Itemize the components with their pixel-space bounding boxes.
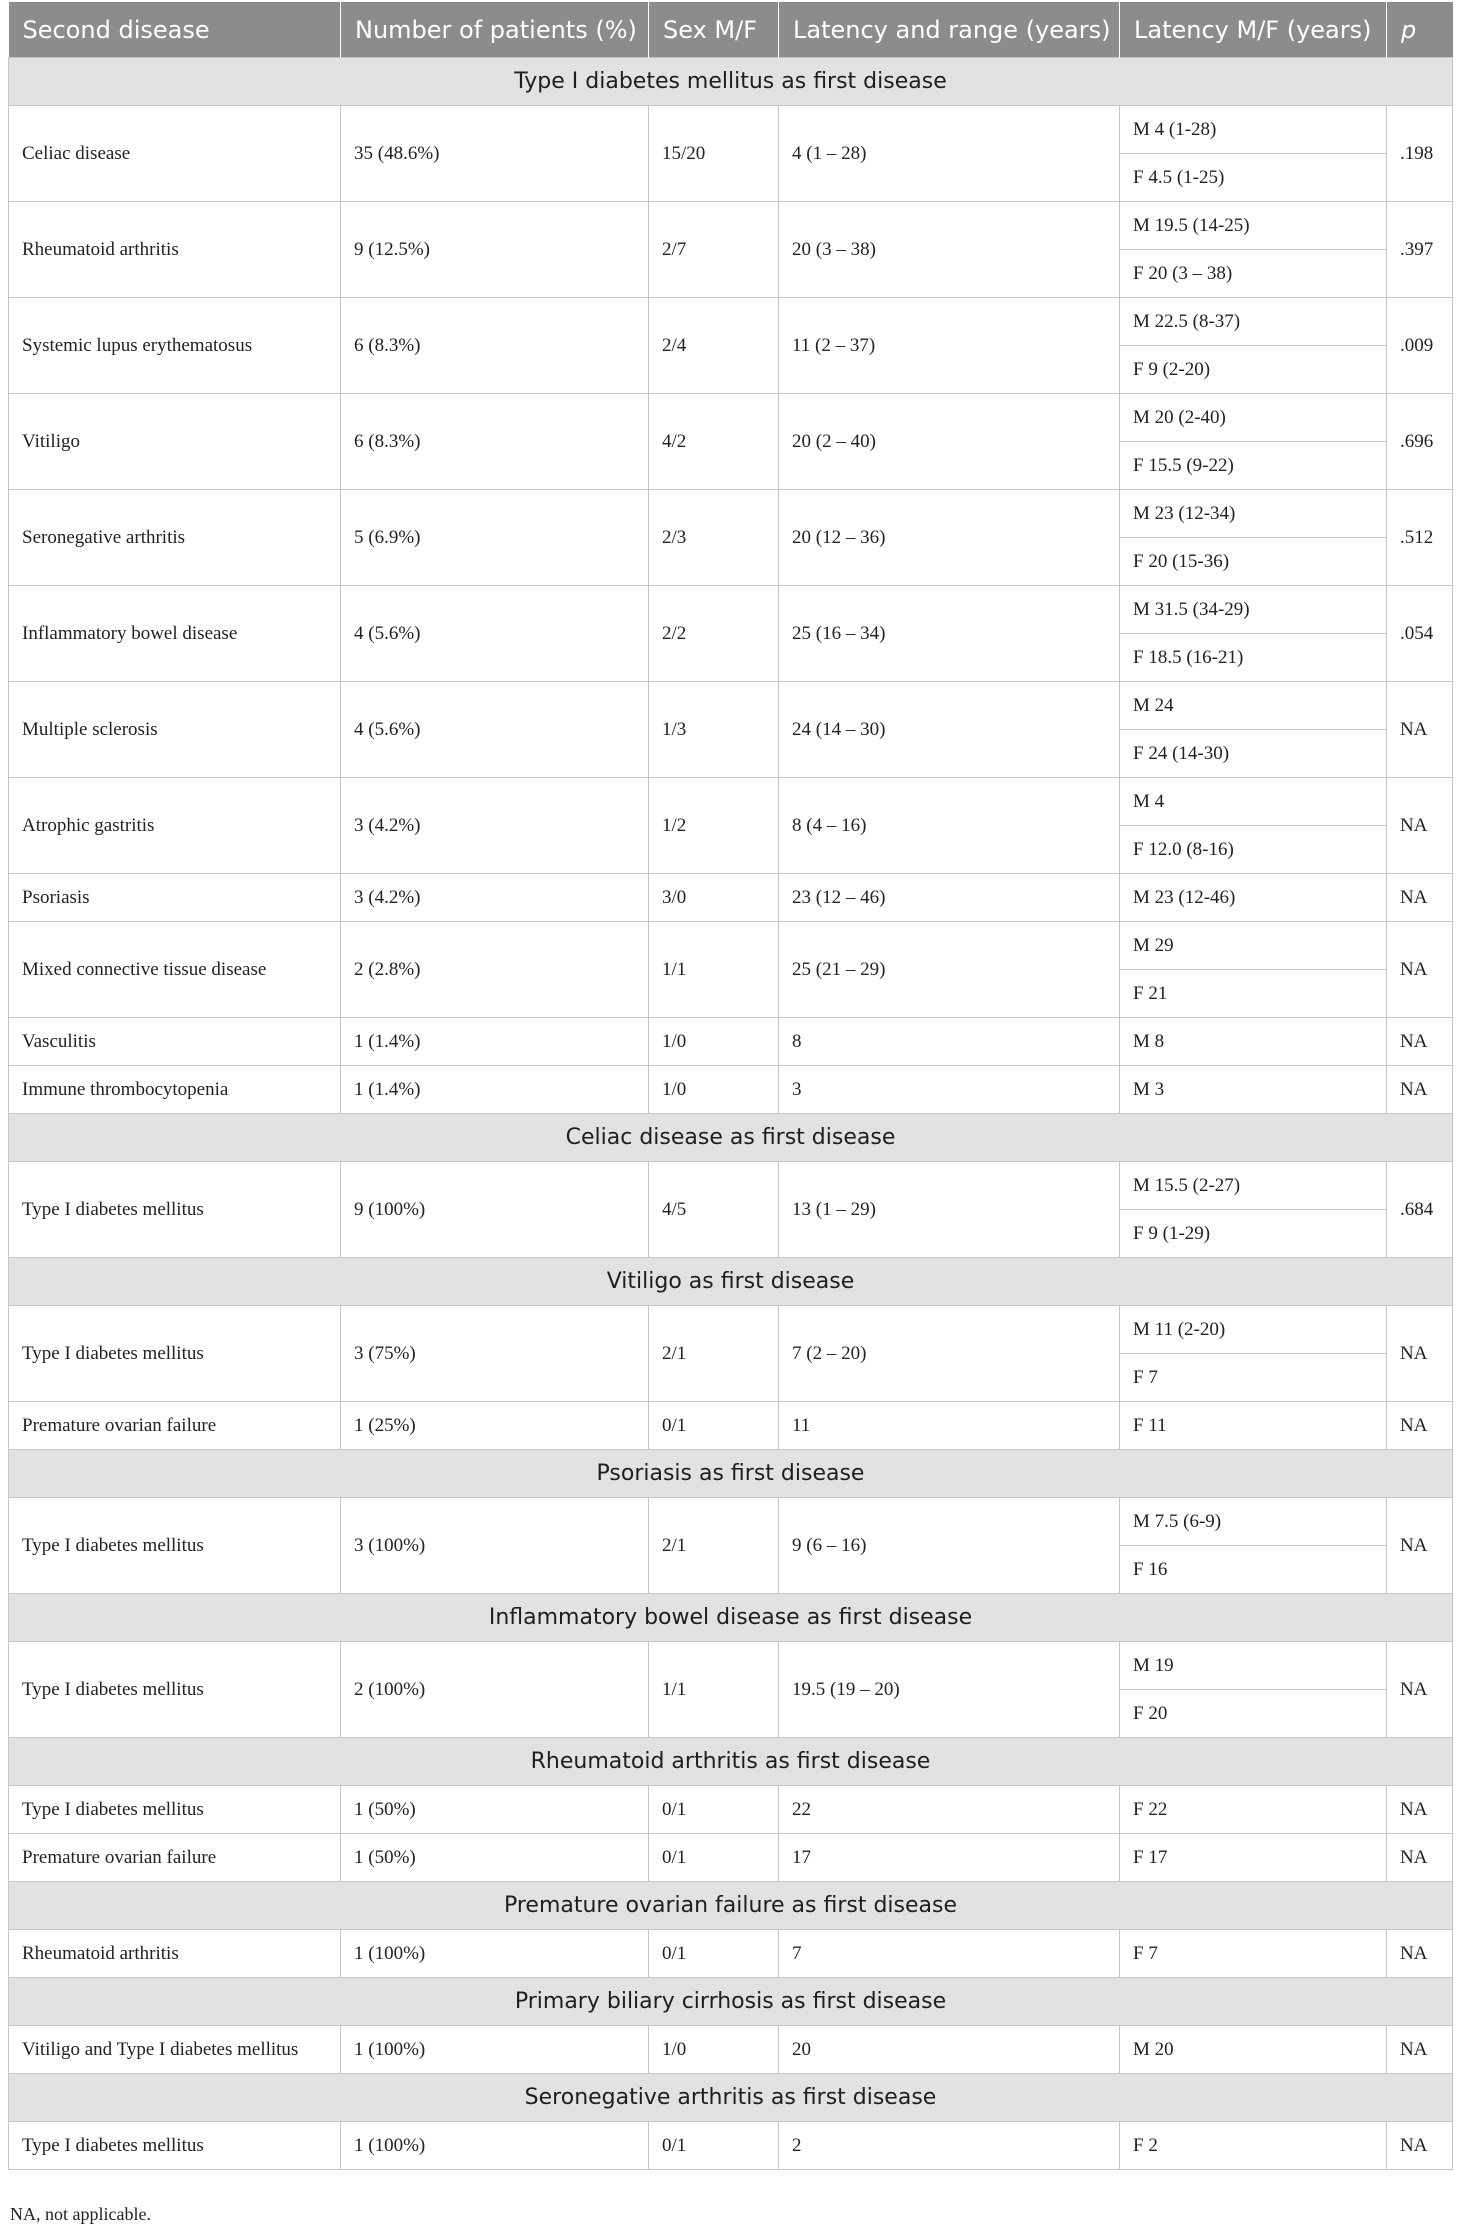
cell-sex-ratio: 2/4 (649, 298, 779, 394)
cell-number-of-patients: 4 (5.6%) (341, 586, 649, 682)
table-row (9, 874, 1453, 922)
table-row (9, 1834, 1453, 1882)
cell-p-value: NA (1387, 1066, 1453, 1114)
cell-latency-mf: F 15.5 (9-22) (1120, 442, 1387, 490)
table-row (9, 202, 1453, 250)
cell-p-value: NA (1387, 922, 1453, 1018)
cell-latency-mf: F 16 (1120, 1546, 1387, 1594)
cell-latency-mf: M 19 (1120, 1642, 1387, 1690)
table-row (9, 778, 1453, 826)
cell-second-disease: Type I diabetes mellitus (9, 1306, 341, 1402)
cell-number-of-patients: 35 (48.6%) (341, 106, 649, 202)
cell-latency-range: 17 (779, 1834, 1120, 1882)
cell-latency-mf: M 29 (1120, 922, 1387, 970)
cell-number-of-patients: 3 (100%) (341, 1498, 649, 1594)
cell-latency-mf: M 15.5 (2-27) (1120, 1162, 1387, 1210)
cell-p-value: .684 (1387, 1162, 1453, 1258)
cell-latency-range: 3 (779, 1066, 1120, 1114)
cell-second-disease: Premature ovarian failure (9, 1834, 341, 1882)
cell-latency-range: 13 (1 – 29) (779, 1162, 1120, 1258)
cell-sex-ratio: 1/0 (649, 1018, 779, 1066)
section-title: Premature ovarian failure as first disease (9, 1882, 1453, 1930)
cell-number-of-patients: 4 (5.6%) (341, 682, 649, 778)
cell-latency-mf: M 8 (1120, 1018, 1387, 1066)
cell-sex-ratio: 0/1 (649, 1834, 779, 1882)
cell-p-value: .198 (1387, 106, 1453, 202)
cell-sex-ratio: 2/1 (649, 1306, 779, 1402)
table-row (9, 682, 1453, 730)
table-row (9, 2122, 1453, 2170)
cell-number-of-patients: 1 (1.4%) (341, 1018, 649, 1066)
cell-p-value: NA (1387, 1498, 1453, 1594)
col-header-sex: Sex M/F (649, 2, 779, 58)
cell-p-value: NA (1387, 1018, 1453, 1066)
cell-latency-mf: M 20 (2-40) (1120, 394, 1387, 442)
cell-latency-range: 20 (2 – 40) (779, 394, 1120, 490)
cell-p-value: NA (1387, 874, 1453, 922)
cell-latency-mf: F 17 (1120, 1834, 1387, 1882)
cell-number-of-patients: 1 (100%) (341, 1930, 649, 1978)
cell-latency-mf: F 12.0 (8-16) (1120, 826, 1387, 874)
cell-latency-range: 9 (6 – 16) (779, 1498, 1120, 1594)
cell-sex-ratio: 2/3 (649, 490, 779, 586)
table-row (9, 1306, 1453, 1354)
section-header-row (9, 2074, 1453, 2122)
cell-second-disease: Psoriasis (9, 874, 341, 922)
cell-latency-range: 7 (779, 1930, 1120, 1978)
cell-latency-range: 2 (779, 2122, 1120, 2170)
cell-latency-mf: F 20 (3 – 38) (1120, 250, 1387, 298)
cell-latency-mf: F 4.5 (1-25) (1120, 154, 1387, 202)
cell-number-of-patients: 3 (4.2%) (341, 874, 649, 922)
cell-number-of-patients: 1 (50%) (341, 1786, 649, 1834)
cell-p-value: .009 (1387, 298, 1453, 394)
cell-latency-mf: F 20 (1120, 1690, 1387, 1738)
cell-p-value: .696 (1387, 394, 1453, 490)
cell-latency-range: 24 (14 – 30) (779, 682, 1120, 778)
cell-latency-range: 22 (779, 1786, 1120, 1834)
cell-latency-mf: M 11 (2-20) (1120, 1306, 1387, 1354)
cell-latency-mf: F 24 (14-30) (1120, 730, 1387, 778)
cell-sex-ratio: 1/1 (649, 922, 779, 1018)
cell-latency-range: 20 (779, 2026, 1120, 2074)
cell-latency-mf: M 24 (1120, 682, 1387, 730)
cell-number-of-patients: 2 (100%) (341, 1642, 649, 1738)
section-header-row (9, 1882, 1453, 1930)
comorbidity-table (8, 2, 1453, 2170)
cell-number-of-patients: 1 (50%) (341, 1834, 649, 1882)
cell-second-disease: Vitiligo (9, 394, 341, 490)
cell-number-of-patients: 1 (100%) (341, 2122, 649, 2170)
cell-second-disease: Seronegative arthritis (9, 490, 341, 586)
cell-number-of-patients: 3 (4.2%) (341, 778, 649, 874)
cell-second-disease: Vitiligo and Type I diabetes mellitus (9, 2026, 341, 2074)
cell-second-disease: Multiple sclerosis (9, 682, 341, 778)
cell-p-value: .054 (1387, 586, 1453, 682)
cell-number-of-patients: 9 (12.5%) (341, 202, 649, 298)
cell-second-disease: Atrophic gastritis (9, 778, 341, 874)
header-row (9, 2, 1453, 58)
table-body (9, 58, 1453, 2170)
table-container (8, 2, 1452, 2170)
col-header-latency-range: Latency and range (years) (779, 2, 1120, 58)
cell-p-value: .512 (1387, 490, 1453, 586)
table-row (9, 106, 1453, 154)
cell-latency-range: 4 (1 – 28) (779, 106, 1120, 202)
cell-latency-mf: F 11 (1120, 1402, 1387, 1450)
cell-latency-mf: F 2 (1120, 2122, 1387, 2170)
cell-sex-ratio: 15/20 (649, 106, 779, 202)
cell-p-value: .397 (1387, 202, 1453, 298)
cell-p-value: NA (1387, 778, 1453, 874)
cell-sex-ratio: 2/7 (649, 202, 779, 298)
table-row (9, 1018, 1453, 1066)
cell-number-of-patients: 6 (8.3%) (341, 298, 649, 394)
cell-latency-mf: M 7.5 (6-9) (1120, 1498, 1387, 1546)
table-row (9, 1162, 1453, 1210)
cell-sex-ratio: 4/2 (649, 394, 779, 490)
cell-latency-mf: M 3 (1120, 1066, 1387, 1114)
table-row (9, 922, 1453, 970)
cell-number-of-patients: 9 (100%) (341, 1162, 649, 1258)
section-header-row (9, 1258, 1453, 1306)
cell-sex-ratio: 1/0 (649, 2026, 779, 2074)
table-row (9, 1642, 1453, 1690)
cell-second-disease: Rheumatoid arthritis (9, 1930, 341, 1978)
cell-number-of-patients: 1 (25%) (341, 1402, 649, 1450)
cell-sex-ratio: 4/5 (649, 1162, 779, 1258)
cell-number-of-patients: 1 (1.4%) (341, 1066, 649, 1114)
cell-number-of-patients: 5 (6.9%) (341, 490, 649, 586)
cell-sex-ratio: 0/1 (649, 2122, 779, 2170)
cell-latency-mf: M 4 (1120, 778, 1387, 826)
cell-latency-mf: F 20 (15-36) (1120, 538, 1387, 586)
cell-sex-ratio: 1/3 (649, 682, 779, 778)
col-header-second-disease: Second disease (9, 2, 341, 58)
section-header-row (9, 1978, 1453, 2026)
table-row (9, 586, 1453, 634)
cell-latency-range: 11 (779, 1402, 1120, 1450)
section-title: Vitiligo as first disease (9, 1258, 1453, 1306)
cell-latency-mf: M 23 (12-34) (1120, 490, 1387, 538)
table-row (9, 394, 1453, 442)
cell-second-disease: Immune thrombocytopenia (9, 1066, 341, 1114)
cell-latency-range: 20 (3 – 38) (779, 202, 1120, 298)
cell-latency-mf: M 4 (1-28) (1120, 106, 1387, 154)
cell-p-value: NA (1387, 682, 1453, 778)
table-row (9, 1498, 1453, 1546)
cell-latency-mf: F 9 (1-29) (1120, 1210, 1387, 1258)
cell-latency-range: 19.5 (19 – 20) (779, 1642, 1120, 1738)
cell-p-value: NA (1387, 2026, 1453, 2074)
cell-latency-mf: F 9 (2-20) (1120, 346, 1387, 394)
cell-p-value: NA (1387, 1786, 1453, 1834)
section-title: Seronegative arthritis as first disease (9, 2074, 1453, 2122)
cell-second-disease: Type I diabetes mellitus (9, 1162, 341, 1258)
cell-latency-mf: F 21 (1120, 970, 1387, 1018)
section-title: Psoriasis as first disease (9, 1450, 1453, 1498)
section-title: Celiac disease as first disease (9, 1114, 1453, 1162)
section-title: Primary biliary cirrhosis as first disease (9, 1978, 1453, 2026)
footnote: NA, not applicable. (10, 2204, 151, 2224)
cell-number-of-patients: 2 (2.8%) (341, 922, 649, 1018)
col-header-number-of-patients: Number of patients (%) (341, 2, 649, 58)
cell-latency-mf: M 22.5 (8-37) (1120, 298, 1387, 346)
cell-latency-mf: M 23 (12-46) (1120, 874, 1387, 922)
cell-p-value: NA (1387, 1930, 1453, 1978)
cell-second-disease: Mixed connective tissue disease (9, 922, 341, 1018)
cell-second-disease: Inflammatory bowel disease (9, 586, 341, 682)
cell-second-disease: Celiac disease (9, 106, 341, 202)
cell-latency-mf: F 7 (1120, 1930, 1387, 1978)
cell-latency-mf: F 7 (1120, 1354, 1387, 1402)
cell-number-of-patients: 6 (8.3%) (341, 394, 649, 490)
cell-p-value: NA (1387, 1402, 1453, 1450)
cell-latency-range: 25 (16 – 34) (779, 586, 1120, 682)
cell-latency-mf: M 20 (1120, 2026, 1387, 2074)
cell-sex-ratio: 1/2 (649, 778, 779, 874)
table-row (9, 298, 1453, 346)
table-row (9, 1402, 1453, 1450)
section-header-row (9, 1114, 1453, 1162)
section-title: Type I diabetes mellitus as first disease (9, 58, 1453, 106)
cell-p-value: NA (1387, 1834, 1453, 1882)
section-header-row (9, 58, 1453, 106)
cell-latency-mf: F 18.5 (16-21) (1120, 634, 1387, 682)
col-header-latency-mf: Latency M/F (years) (1120, 2, 1387, 58)
cell-latency-mf: M 19.5 (14-25) (1120, 202, 1387, 250)
cell-latency-range: 23 (12 – 46) (779, 874, 1120, 922)
cell-p-value: NA (1387, 2122, 1453, 2170)
cell-second-disease: Type I diabetes mellitus (9, 1642, 341, 1738)
cell-sex-ratio: 3/0 (649, 874, 779, 922)
section-title: Inflammatory bowel disease as first disease (9, 1594, 1453, 1642)
cell-sex-ratio: 1/1 (649, 1642, 779, 1738)
cell-p-value: NA (1387, 1306, 1453, 1402)
cell-number-of-patients: 3 (75%) (341, 1306, 649, 1402)
cell-latency-range: 8 (779, 1018, 1120, 1066)
cell-latency-range: 7 (2 – 20) (779, 1306, 1120, 1402)
cell-sex-ratio: 0/1 (649, 1930, 779, 1978)
cell-number-of-patients: 1 (100%) (341, 2026, 649, 2074)
cell-latency-range: 25 (21 – 29) (779, 922, 1120, 1018)
col-header-p-value: p (1387, 2, 1453, 58)
section-header-row (9, 1450, 1453, 1498)
table-row (9, 1930, 1453, 1978)
table-row (9, 1066, 1453, 1114)
table-row (9, 1786, 1453, 1834)
cell-second-disease: Rheumatoid arthritis (9, 202, 341, 298)
cell-second-disease: Premature ovarian failure (9, 1402, 341, 1450)
cell-second-disease: Type I diabetes mellitus (9, 1786, 341, 1834)
cell-second-disease: Vasculitis (9, 1018, 341, 1066)
cell-sex-ratio: 2/1 (649, 1498, 779, 1594)
section-title: Rheumatoid arthritis as first disease (9, 1738, 1453, 1786)
table-row (9, 2026, 1453, 2074)
cell-sex-ratio: 2/2 (649, 586, 779, 682)
cell-latency-mf: M 31.5 (34-29) (1120, 586, 1387, 634)
section-header-row (9, 1738, 1453, 1786)
table-row (9, 490, 1453, 538)
cell-sex-ratio: 1/0 (649, 1066, 779, 1114)
cell-latency-range: 8 (4 – 16) (779, 778, 1120, 874)
section-header-row (9, 1594, 1453, 1642)
cell-latency-mf: F 22 (1120, 1786, 1387, 1834)
cell-second-disease: Type I diabetes mellitus (9, 2122, 341, 2170)
cell-sex-ratio: 0/1 (649, 1402, 779, 1450)
cell-second-disease: Systemic lupus erythematosus (9, 298, 341, 394)
cell-second-disease: Type I diabetes mellitus (9, 1498, 341, 1594)
cell-sex-ratio: 0/1 (649, 1786, 779, 1834)
cell-latency-range: 11 (2 – 37) (779, 298, 1120, 394)
cell-latency-range: 20 (12 – 36) (779, 490, 1120, 586)
cell-p-value: NA (1387, 1642, 1453, 1738)
